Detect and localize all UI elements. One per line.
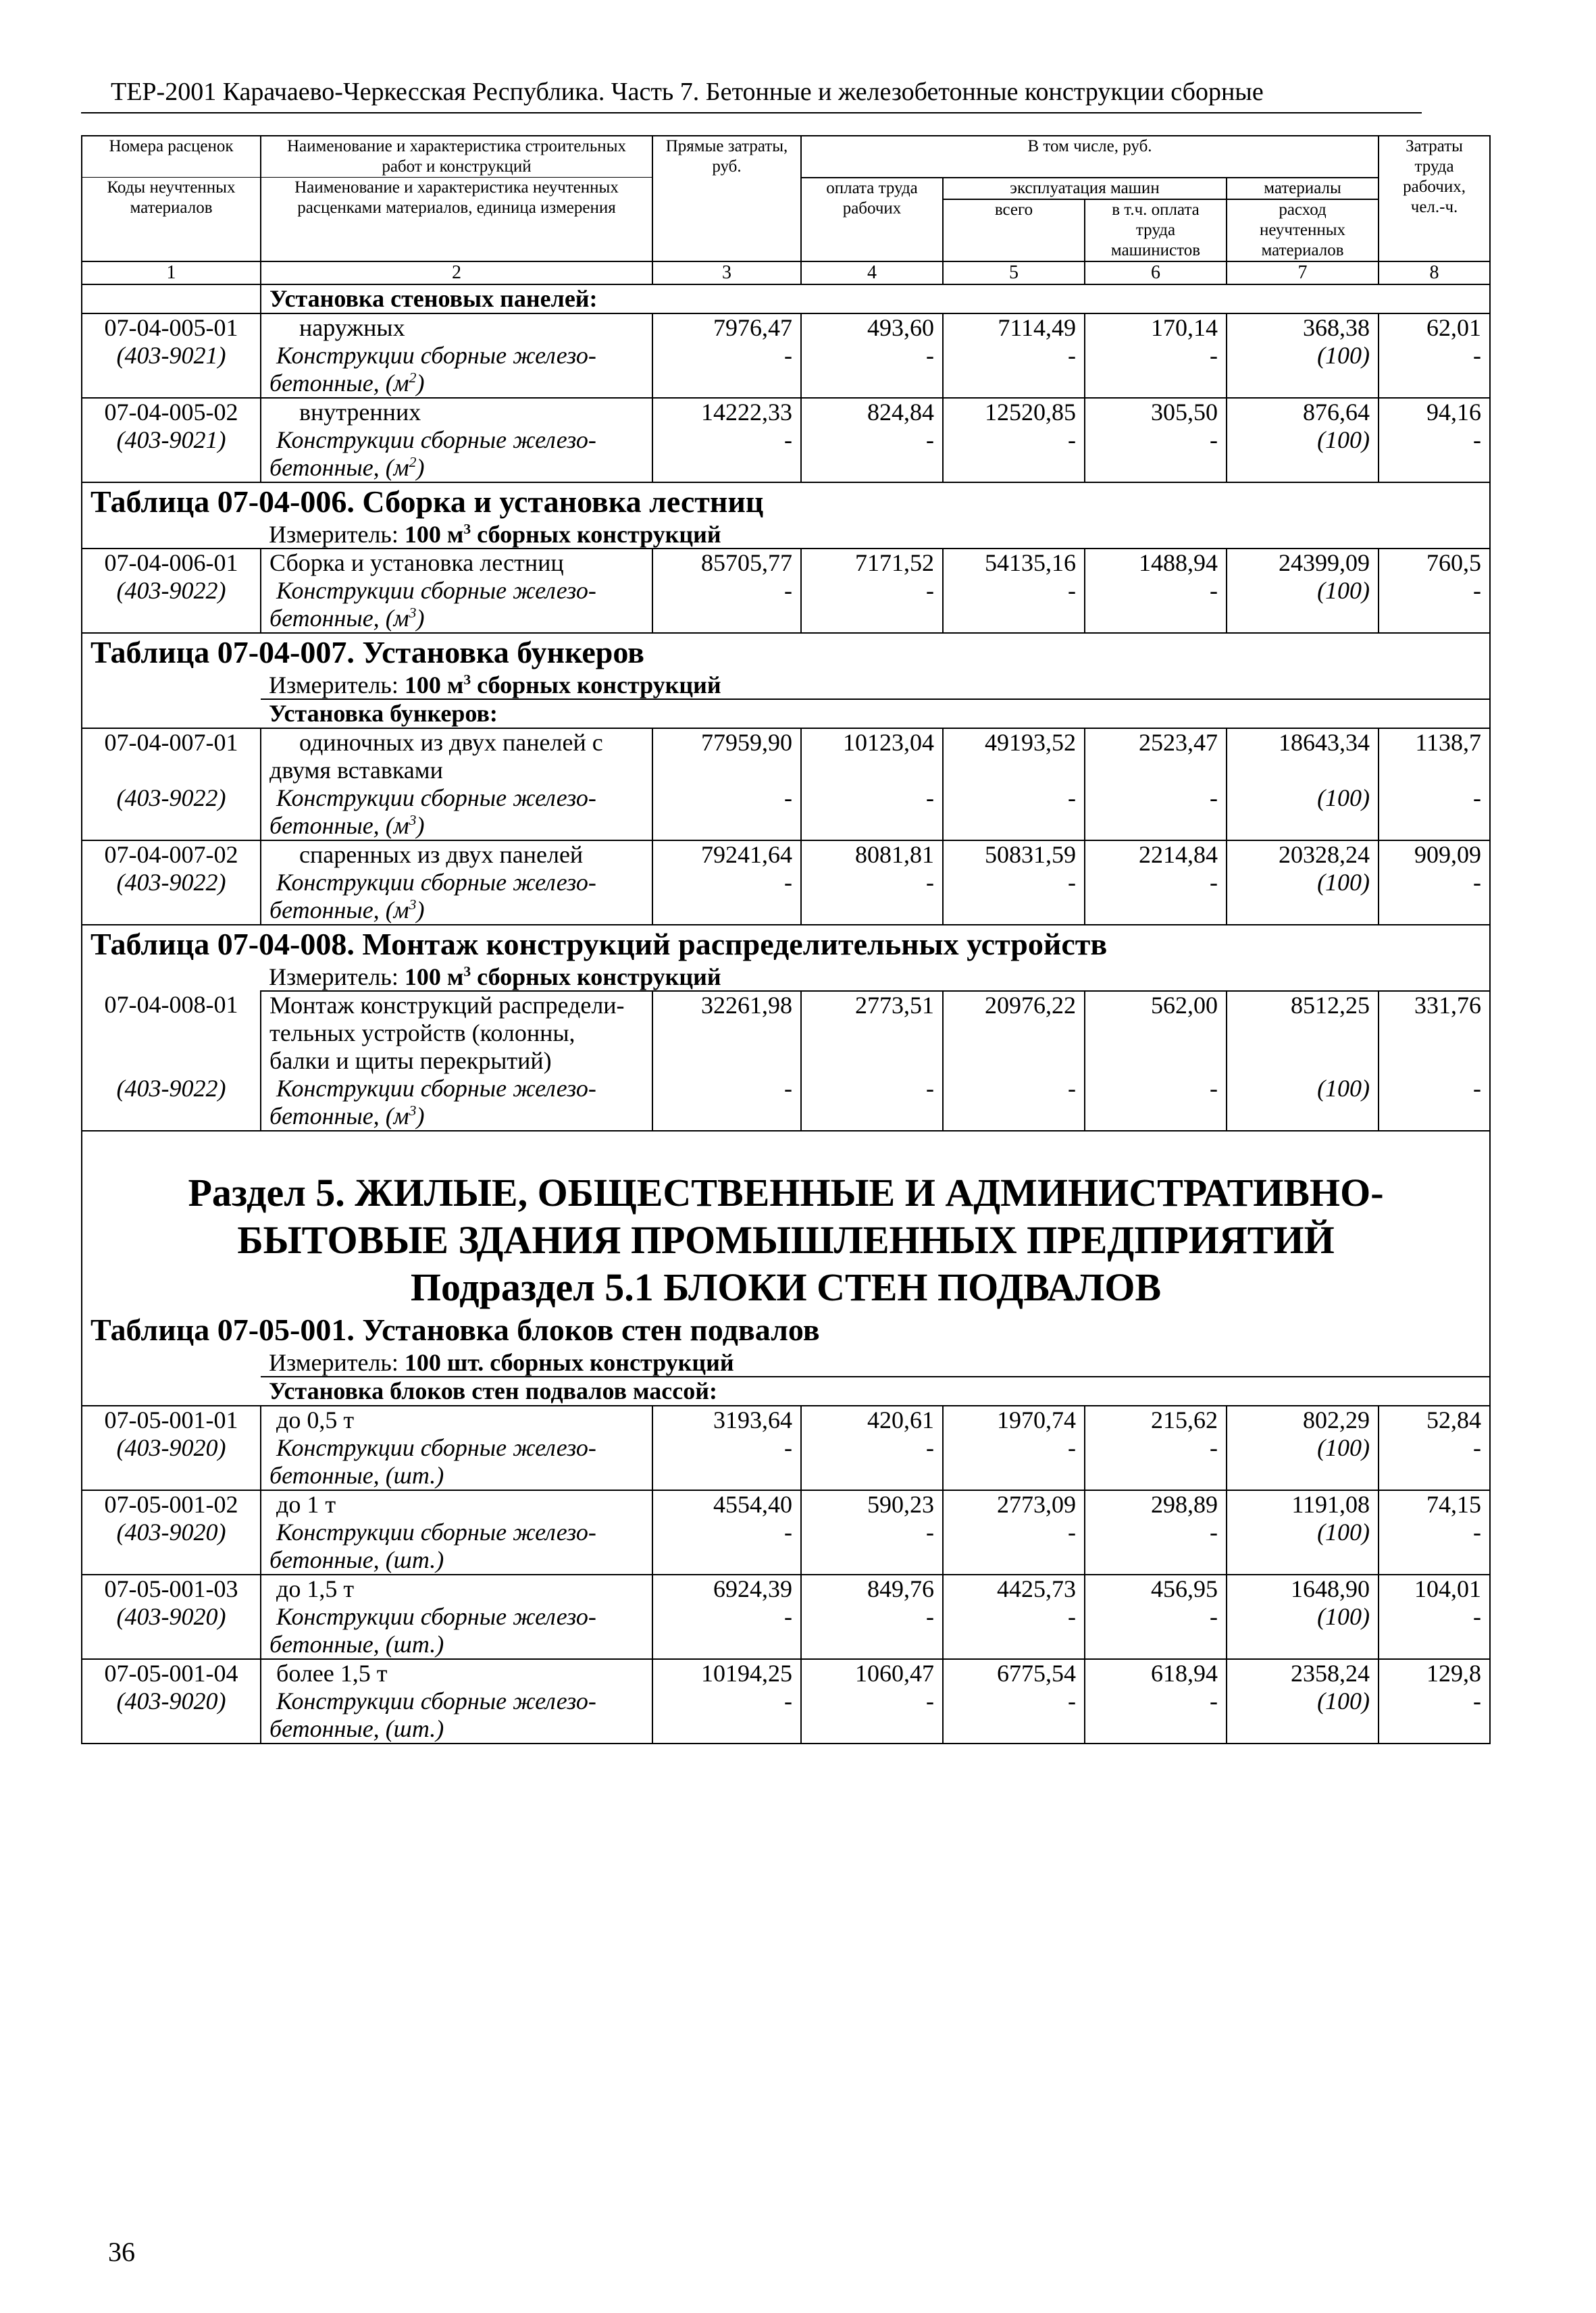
material-row [82,605,1490,633]
col2-top: Наименование и характеристика строительных работ и конструкций [261,136,652,178]
direct-cost: 10194,25 [652,1659,801,1687]
material-unit: бетонные, $(м^3)$ [261,812,652,840]
machinists-pay: 298,89 [1085,1490,1227,1519]
material-code: (403-9022) [82,784,261,812]
machines-total: 1970,74 [943,1406,1085,1434]
measure-unit: Измеритель: 100 шт. сборных конструкций [261,1349,1490,1377]
material-row [82,1462,1490,1490]
rate-code: 07-04-007-01 [82,728,261,757]
materials-cost: 18643,34 [1227,728,1379,757]
direct-cost: 3193,64 [652,1406,801,1434]
in-total-header: В том числе, руб. [801,136,1379,178]
direct-cost: 7976,47 [652,313,801,342]
materials-cost: 1648,90 [1227,1575,1379,1603]
dash: - [943,1519,1085,1546]
labor-hours: 1138,7 [1379,728,1490,757]
rate-code: 07-05-001-03 [82,1575,261,1603]
rate-code: 07-04-008-01 [82,991,261,1019]
labor-pay: 2773,51 [801,991,943,1019]
dash: - [1085,577,1227,605]
material-consumption: (100) [1227,1519,1379,1546]
table-row-cont [82,1019,1490,1047]
table-row-cont [82,757,1490,784]
machines-total: 20976,22 [943,991,1085,1019]
group-heading-row [82,284,1490,313]
dash: - [801,577,943,605]
dash: - [943,426,1085,454]
material-row [82,1715,1490,1744]
labor-hours: 331,76 [1379,991,1490,1019]
work-name: до 1 т [261,1490,652,1519]
dash: - [801,342,943,370]
dash: - [652,1519,801,1546]
material-consumption: (100) [1227,1075,1379,1102]
work-name: до 0,5 т [261,1406,652,1434]
section-heading-row [82,1131,1490,1264]
dash: - [652,784,801,812]
measure-unit: Измеритель: 100 $м^3$ сборных конструкций [261,671,1490,699]
material-row [82,1687,1490,1715]
material-unit: бетонные, $(м^3)$ [261,896,652,925]
material-name: Конструкции сборные железо- [261,784,652,812]
material-code: (403-9022) [82,577,261,605]
material-row [82,1434,1490,1462]
subsection-heading: Подраздел 5.1 БЛОКИ СТЕН ПОДВАЛОВ [82,1264,1490,1311]
material-row [82,896,1490,925]
colnum-4: 4 [801,261,943,284]
machinists-pay: 215,62 [1085,1406,1227,1434]
machines-total: 54135,16 [943,549,1085,577]
labor-pay: 7171,52 [801,549,943,577]
rate-code: 07-04-005-02 [82,398,261,426]
dash: - [943,1687,1085,1715]
table-title: Таблица 07-04-006. Сборка и установка лестниц [82,482,1490,521]
work-name: одиночных из двух панелей с [261,728,652,757]
material-name: Конструкции сборные железо- [261,1687,652,1715]
material-consumption: (100) [1227,577,1379,605]
dash: - [1085,1434,1227,1462]
table-row [82,840,1490,869]
labor-pay: 1060,47 [801,1659,943,1687]
colnum-1: 1 [82,261,261,284]
material-row [82,370,1490,398]
dash: - [1085,869,1227,896]
dash: - [652,1434,801,1462]
labor-hours: 104,01 [1379,1575,1490,1603]
table-row [82,549,1490,577]
measure-row [82,671,1490,699]
material-name: Конструкции сборные железо- [261,869,652,896]
labor-pay: 10123,04 [801,728,943,757]
colnum-8: 8 [1379,261,1490,284]
materials-cost: 802,29 [1227,1406,1379,1434]
labor-hours: 760,5 [1379,549,1490,577]
labor-pay: 849,76 [801,1575,943,1603]
rate-code: 07-05-001-02 [82,1490,261,1519]
rate-code: 07-04-007-02 [82,840,261,869]
dash: - [943,577,1085,605]
material-row [82,342,1490,370]
col7-header: расход неучтенных материалов [1227,199,1379,261]
table-title-row [82,925,1490,963]
material-unit: бетонные, (шт.) [261,1631,652,1659]
table-row [82,398,1490,426]
dash: - [801,869,943,896]
column-numbers-row [82,261,1490,284]
table-row [82,728,1490,757]
dash: - [1379,342,1490,370]
dash: - [1085,1519,1227,1546]
machinists-pay: 456,95 [1085,1575,1227,1603]
dash: - [1085,1075,1227,1102]
labor-pay: 493,60 [801,313,943,342]
materials-cost: 876,64 [1227,398,1379,426]
material-name: Конструкции сборные железо- [261,577,652,605]
group-heading: Установка блоков стен подвалов массой: [261,1377,1490,1406]
work-name: внутренних [261,398,652,426]
material-name: Конструкции сборные железо- [261,1075,652,1102]
dash: - [801,1603,943,1631]
material-code: (403-9020) [82,1434,261,1462]
table-title: Таблица 07-04-008. Монтаж конструкций распределительных устройств [82,925,1490,963]
material-row [82,426,1490,454]
section-heading [82,1131,1490,1264]
page-header: ТЕР-2001 Карачаево-Черкесская Республика. Часть 7. Бетонные и железобетонные конструкции сборные [81,76,1422,113]
material-row [82,1102,1490,1131]
labor-hours: 909,09 [1379,840,1490,869]
material-unit: бетонные, $(м^3)$ [261,1102,652,1131]
dash: - [1379,1434,1490,1462]
dash: - [652,1687,801,1715]
colnum-5: 5 [943,261,1085,284]
measure-row [82,521,1490,549]
material-name: Конструкции сборные железо- [261,426,652,454]
work-name: более 1,5 т [261,1659,652,1687]
machines-total: 2773,09 [943,1490,1085,1519]
dash: - [801,426,943,454]
material-unit: бетонные, (шт.) [261,1462,652,1490]
material-name: Конструкции сборные железо- [261,342,652,370]
machinists-pay: 305,50 [1085,398,1227,426]
table-row [82,1490,1490,1519]
machines-total: 12520,85 [943,398,1085,426]
material-unit: бетонные, (шт.) [261,1546,652,1575]
dash: - [1085,342,1227,370]
labor-pay: 824,84 [801,398,943,426]
dash: - [652,869,801,896]
materials-header: материалы [1227,178,1379,199]
material-consumption: (100) [1227,1434,1379,1462]
direct-cost: 6924,39 [652,1575,801,1603]
col6-header: в т.ч. оплата труда машинистов [1085,199,1227,261]
table-header-row [82,136,1490,178]
col5-header: всего [943,199,1085,261]
dash: - [943,869,1085,896]
group-heading-row [82,1377,1490,1406]
rate-code: 07-04-005-01 [82,313,261,342]
material-row [82,869,1490,896]
direct-cost: 85705,77 [652,549,801,577]
colnum-2: 2 [261,261,652,284]
material-consumption: (100) [1227,1687,1379,1715]
labor-hours: 62,01 [1379,313,1490,342]
labor-hours: 74,15 [1379,1490,1490,1519]
measure-row [82,963,1490,991]
dash: - [801,1519,943,1546]
dash: - [801,1687,943,1715]
machines-total: 50831,59 [943,840,1085,869]
rates-table [81,135,1491,1744]
direct-cost: 77959,90 [652,728,801,757]
machinists-pay: 562,00 [1085,991,1227,1019]
dash: - [1379,426,1490,454]
dash: - [652,1075,801,1102]
materials-cost: 8512,25 [1227,991,1379,1019]
dash: - [1085,1603,1227,1631]
work-name: Сборка и установка лестниц [261,549,652,577]
dash: - [1379,577,1490,605]
material-consumption: (100) [1227,342,1379,370]
dash: - [1379,1519,1490,1546]
dash: - [1085,784,1227,812]
page-number: 36 [108,2237,135,2267]
direct-cost: 32261,98 [652,991,801,1019]
machinists-pay: 2523,47 [1085,728,1227,757]
material-row [82,812,1490,840]
material-row [82,1546,1490,1575]
rate-code: 07-04-006-01 [82,549,261,577]
materials-cost: 2358,24 [1227,1659,1379,1687]
material-code: (403-9020) [82,1519,261,1546]
table-title-row [82,633,1490,671]
dash: - [801,784,943,812]
work-name-cont: двумя вставками [261,757,652,784]
material-consumption: (100) [1227,1603,1379,1631]
material-row [82,1519,1490,1546]
section-heading-line2: БЫТОВЫЕ ЗДАНИЯ ПРОМЫШЛЕННЫХ ПРЕДПРИЯТИЙ [237,1217,1335,1262]
dash: - [1379,1687,1490,1715]
dash: - [1379,869,1490,896]
work-name: Монтаж конструкций распредели- [261,991,652,1019]
labor-hours: 52,84 [1379,1406,1490,1434]
material-code: (403-9021) [82,426,261,454]
material-name: Конструкции сборные железо- [261,1434,652,1462]
machines-total: 4425,73 [943,1575,1085,1603]
dash: - [943,1434,1085,1462]
material-row [82,784,1490,812]
work-name: наружных [261,313,652,342]
materials-cost: 368,38 [1227,313,1379,342]
dash: - [1379,1075,1490,1102]
machinists-pay: 618,94 [1085,1659,1227,1687]
dash: - [1379,1603,1490,1631]
dash: - [1379,784,1490,812]
table-row [82,313,1490,342]
material-code: (403-9022) [82,869,261,896]
table-row [82,1659,1490,1687]
group-heading: Установка стеновых панелей: [261,284,1490,313]
measure-unit: Измеритель: 100 $м^3$ сборных конструкций [261,963,1490,991]
table-title-row [82,1311,1490,1349]
dash: - [801,1075,943,1102]
direct-cost: 79241,64 [652,840,801,869]
colnum-3: 3 [652,261,801,284]
machines-total: 6775,54 [943,1659,1085,1687]
dash: - [652,426,801,454]
material-name: Конструкции сборные железо- [261,1519,652,1546]
labor-hours: 94,16 [1379,398,1490,426]
subsection-heading-row [82,1264,1490,1311]
col1-top: Номера расценок [82,136,261,178]
dash: - [943,1075,1085,1102]
direct-cost: 14222,33 [652,398,801,426]
materials-cost: 24399,09 [1227,549,1379,577]
material-row [82,577,1490,605]
dash: - [943,1603,1085,1631]
material-consumption: (100) [1227,784,1379,812]
machines-total: 49193,52 [943,728,1085,757]
rate-code: 07-05-001-01 [82,1406,261,1434]
machines-header: эксплуатация машин [943,178,1227,199]
machinists-pay: 1488,94 [1085,549,1227,577]
table-row [82,1406,1490,1434]
labor-pay: 420,61 [801,1406,943,1434]
table-title-row [82,482,1490,521]
dash: - [652,1603,801,1631]
dash: - [943,342,1085,370]
table-title: Таблица 07-04-007. Установка бункеров [82,633,1490,671]
dash: - [1085,426,1227,454]
machinists-pay: 170,14 [1085,313,1227,342]
section-heading-line1: Раздел 5. ЖИЛЫЕ, ОБЩЕСТВЕННЫЕ И АДМИНИСТРАТИВНО- [188,1170,1384,1215]
material-row [82,1603,1490,1631]
measure-unit: Измеритель: 100 $м^3$ сборных конструкций [261,521,1490,549]
rate-code: 07-05-001-04 [82,1659,261,1687]
work-name: до 1,5 т [261,1575,652,1603]
col4-header: оплата труда рабочих [801,178,943,261]
dash: - [943,784,1085,812]
group-heading-row [82,699,1490,728]
col8-header: Затраты труда рабочих, чел.-ч. [1379,136,1490,261]
material-unit: бетонные, (шт.) [261,1715,652,1744]
materials-cost: 20328,24 [1227,840,1379,869]
group-heading: Установка бункеров: [261,699,1490,728]
material-unit: бетонные, $(м^3)$ [261,605,652,633]
material-code: (403-9021) [82,342,261,370]
materials-cost: 1191,08 [1227,1490,1379,1519]
colnum-7: 7 [1227,261,1379,284]
col1-bottom: Коды неучтенных материалов [82,178,261,261]
material-name: Конструкции сборные железо- [261,1603,652,1631]
dash: - [652,577,801,605]
material-unit: бетонные, $(м^2)$ [261,370,652,398]
work-name: спаренных из двух панелей [261,840,652,869]
material-code: (403-9022) [82,1075,261,1102]
material-unit: бетонные, $(м^2)$ [261,454,652,482]
machinists-pay: 2214,84 [1085,840,1227,869]
work-name-cont: тельных устройств (колонны, [261,1019,652,1047]
table-row [82,991,1490,1019]
colnum-6: 6 [1085,261,1227,284]
table-row [82,1575,1490,1603]
col2-bottom: Наименование и характеристика неучтенных расценками материалов, единица измерения [261,178,652,261]
work-name-cont: балки и щиты перекрытий) [261,1047,652,1075]
table-row-cont [82,1047,1490,1075]
material-code: (403-9020) [82,1603,261,1631]
material-row [82,454,1490,482]
dash: - [652,342,801,370]
machines-total: 7114,49 [943,313,1085,342]
labor-hours: 129,8 [1379,1659,1490,1687]
table-title: Таблица 07-05-001. Установка блоков стен подвалов [82,1311,1490,1349]
material-code: (403-9020) [82,1687,261,1715]
labor-pay: 8081,81 [801,840,943,869]
direct-cost: 4554,40 [652,1490,801,1519]
labor-pay: 590,23 [801,1490,943,1519]
material-row [82,1075,1490,1102]
material-consumption: (100) [1227,426,1379,454]
col3-header: Прямые затраты, руб. [652,136,801,261]
dash: - [801,1434,943,1462]
material-consumption: (100) [1227,869,1379,896]
material-row [82,1631,1490,1659]
dash: - [1085,1687,1227,1715]
measure-row [82,1349,1490,1377]
